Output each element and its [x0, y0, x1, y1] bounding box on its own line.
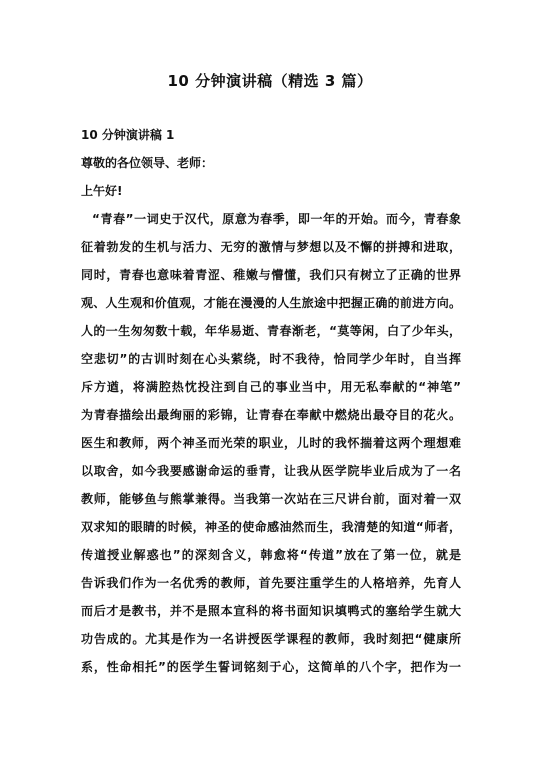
body-line: 空悲切”的古训时刻在心头萦绕，时不我待，恰同学少年时，自当挥: [81, 352, 461, 366]
body-line: 双求知的眼睛的时候，神圣的使命感油然而生，我清楚的知道“师者，: [81, 520, 461, 534]
body-line: 征着勃发的生机与活力、无穷的激情与梦想以及不懈的拼搏和进取，: [81, 240, 461, 254]
greeting: 上午好!: [81, 184, 123, 198]
body-line: 功告成的。尤其是作为一名讲授医学课程的教师，我时刻把“健康所: [81, 632, 461, 646]
document-title: 10 分钟演讲稿（精选 3 篇）: [167, 72, 373, 90]
section-heading: 10 分钟演讲稿 1: [81, 128, 175, 142]
body-line: 医生和教师，两个神圣而光荣的职业，儿时的我怀揣着这两个理想难: [81, 436, 461, 450]
body-line: 而后才是教书，并不是照本宣科的将书面知识填鸭式的塞给学生就大: [81, 604, 461, 618]
salutation: 尊敬的各位领导、老师：: [81, 156, 214, 170]
body-line: 教师，能够鱼与熊掌兼得。当我第一次站在三尺讲台前，面对着一双: [81, 492, 461, 506]
body-line: 告诉我们作为一名优秀的教师，首先要注重学生的人格培养，先育人: [81, 576, 461, 590]
body-line: 传道授业解惑也”的深刻含义，韩愈将“传道”放在了第一位，就是: [81, 548, 461, 562]
body-line: 斥方遒，将满腔热忱投注到自己的事业当中，用无私奉献的“神笔”: [81, 380, 461, 394]
body-line: 为青春描绘出最绚丽的彩锦，让青春在奉献中燃烧出最夺目的花火。: [81, 408, 461, 422]
body-line: 人的一生匆匆数十载，年华易逝、青春渐老，“莫等闲，白了少年头，: [81, 324, 461, 338]
body-line: 观、人生观和价值观，才能在漫漫的人生旅途中把握正确的前进方向。: [81, 296, 461, 310]
body-line: 系，性命相托”的医学生誓词铭刻于心，这简单的八个字，把作为一: [81, 660, 461, 674]
body-line: “青春”一词史于汉代，原意为春季，即一年的开始。而今，青春象: [92, 212, 461, 226]
body-line: 以取舍，如今我要感谢命运的垂青，让我从医学院毕业后成为了一名: [81, 464, 461, 478]
body-line: 同时，青春也意味着青涩、稚嫩与懵懂，我们只有树立了正确的世界: [81, 268, 461, 282]
